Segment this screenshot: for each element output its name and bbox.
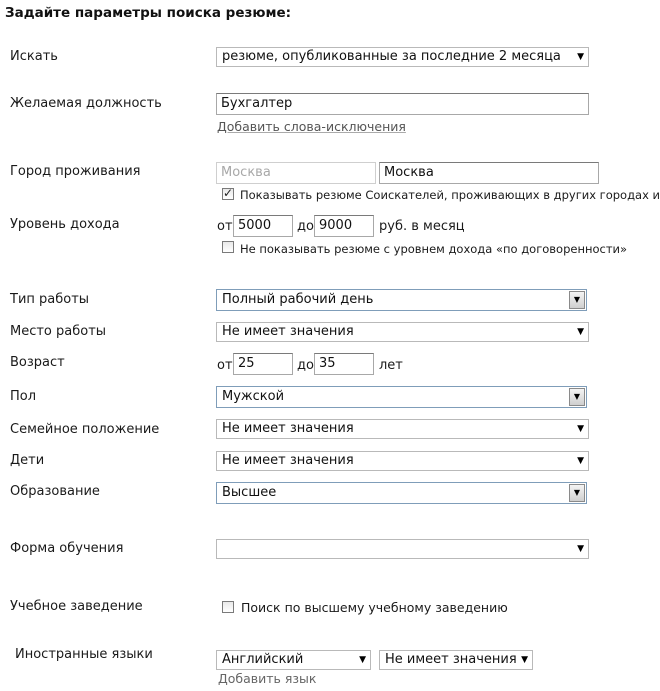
dropdown-arrow-icon: ▼ <box>569 388 585 406</box>
other-cities-label: Показывать резюме Соискателей, проживающих в других городах и <box>240 188 660 202</box>
chevron-down-icon: ▼ <box>577 52 584 62</box>
negotiable-checkbox[interactable] <box>222 241 234 253</box>
age-label: Возраст <box>10 355 65 370</box>
age-to-value: 35 <box>319 356 336 371</box>
negotiable-label: Не показывать резюме с уровнем дохода «по договоренности» <box>240 242 628 256</box>
chevron-down-icon: ▼ <box>577 544 584 554</box>
income-from-input[interactable] <box>233 215 293 237</box>
add-exclusions-link[interactable]: Добавить слова-исключения <box>217 119 406 134</box>
income-to-input[interactable] <box>314 215 374 237</box>
institution-checkbox-label: Поиск по высшему учебному заведению <box>241 600 508 615</box>
income-to-value: 9000 <box>319 218 353 233</box>
work-type-label: Тип работы <box>10 292 90 307</box>
work-type-value: Полный рабочий день <box>222 292 374 307</box>
chevron-down-icon: ▼ <box>577 424 584 434</box>
work-type-select[interactable] <box>216 289 587 311</box>
add-language-link[interactable]: Добавить язык <box>218 671 317 686</box>
income-to-label: до <box>297 219 314 234</box>
age-unit: лет <box>379 358 403 373</box>
language-select[interactable] <box>216 650 371 670</box>
city-value: Москва <box>384 165 434 180</box>
chevron-down-icon: ▼ <box>359 655 366 665</box>
form-heading: Задайте параметры поиска резюме: <box>5 5 292 21</box>
children-label: Дети <box>10 453 45 468</box>
chevron-down-icon: ▼ <box>577 456 584 466</box>
language-level-select[interactable] <box>379 650 533 670</box>
search-period-select[interactable] <box>216 47 589 67</box>
age-from-input[interactable] <box>233 353 293 375</box>
gender-value: Мужской <box>222 389 285 404</box>
city-placeholder: Москва <box>221 165 271 180</box>
work-place-select[interactable] <box>216 322 589 342</box>
age-from-value: 25 <box>238 356 255 371</box>
children-value: Не имеет значения <box>222 453 354 468</box>
study-form-select[interactable] <box>216 539 589 559</box>
work-place-value: Не имеет значения <box>222 324 354 339</box>
work-place-label: Место работы <box>10 324 107 339</box>
income-from-value: 5000 <box>238 218 272 233</box>
chevron-down-icon: ▼ <box>577 327 584 337</box>
language-level-value: Не имеет значения <box>385 652 517 667</box>
city-select-field[interactable] <box>379 162 599 184</box>
position-input[interactable] <box>216 93 589 115</box>
dropdown-arrow-icon: ▼ <box>569 484 585 502</box>
education-value: Высшее <box>222 485 277 500</box>
chevron-down-icon: ▼ <box>521 655 528 665</box>
education-label: Образование <box>10 484 100 499</box>
marital-select[interactable] <box>216 419 589 439</box>
search-period-value: резюме, опубликованные за последние 2 месяца <box>222 49 561 64</box>
institution-checkbox[interactable] <box>222 601 234 613</box>
position-value: Бухгалтер <box>221 96 293 111</box>
children-select[interactable] <box>216 451 589 471</box>
income-unit: руб. в месяц <box>379 219 465 234</box>
gender-label: Пол <box>10 389 37 404</box>
income-from-label: от <box>217 219 233 234</box>
study-form-label: Форма обучения <box>10 541 124 556</box>
age-from-label: от <box>217 358 233 373</box>
age-to-label: до <box>297 358 314 373</box>
languages-label: Иностранные языки <box>15 647 153 662</box>
education-select[interactable] <box>216 482 587 504</box>
dropdown-arrow-icon: ▼ <box>569 291 585 309</box>
institution-label: Учебное заведение <box>10 599 143 614</box>
position-label: Желаемая должность <box>10 96 162 111</box>
language-value: Английский <box>222 652 304 667</box>
city-label: Город проживания <box>10 164 141 179</box>
marital-value: Не имеет значения <box>222 421 354 436</box>
city-search-input[interactable] <box>216 162 376 184</box>
search-label: Искать <box>10 49 58 64</box>
income-label: Уровень дохода <box>10 217 120 232</box>
gender-select[interactable] <box>216 386 587 408</box>
other-cities-checkbox[interactable] <box>222 188 234 200</box>
marital-label: Семейное положение <box>10 422 160 437</box>
age-to-input[interactable] <box>314 353 374 375</box>
